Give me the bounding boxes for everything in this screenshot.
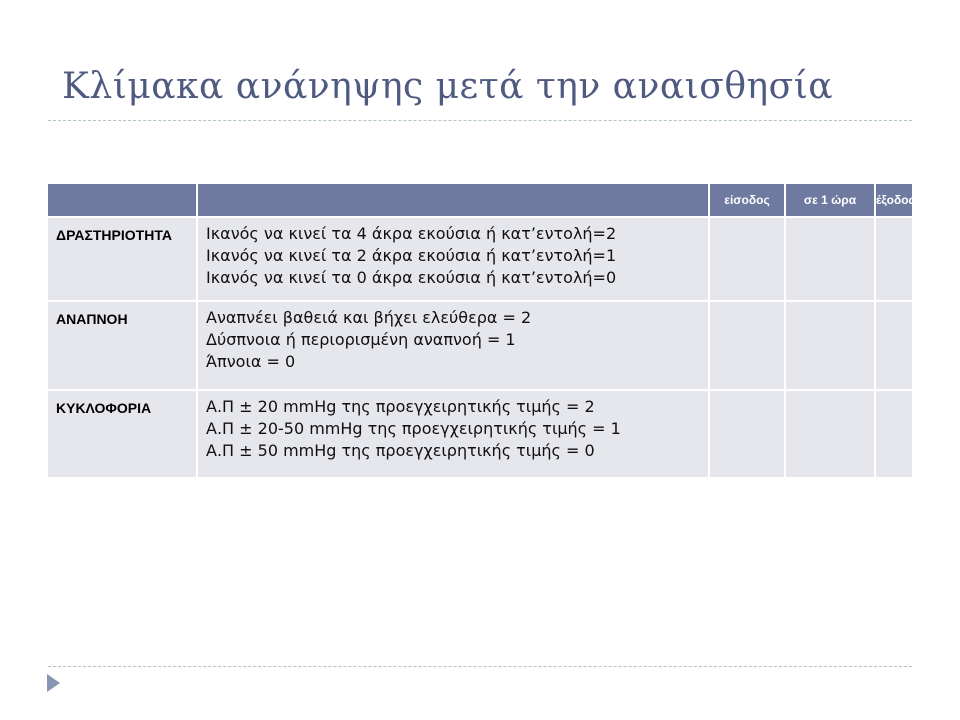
category-label: ΑΝΑΠΝΟΗ (56, 311, 128, 327)
entry-score-cell[interactable] (709, 390, 785, 477)
category-cell (48, 390, 197, 477)
criteria-cell (197, 217, 709, 301)
table-row (48, 301, 912, 390)
criteria-line: Ικανός να κινεί τα 4 άκρα εκούσια ή κατ’εντολή=2 (206, 224, 617, 243)
slide-title: Κλίμακα ανάνηψης μετά την αναισθησία (62, 66, 834, 107)
exit-score-cell[interactable] (875, 390, 912, 477)
criteria-cell (197, 390, 709, 477)
category-cell (48, 217, 197, 301)
criteria-cell (197, 301, 709, 390)
table-header-row (48, 184, 912, 217)
category-label: ΔΡΑΣΤΗΡΙΟΤΗΤΑ (56, 227, 172, 243)
criteria-line: Α.Π ± 20 mmHg της προεγχειρητικής τιμής = 2 (206, 397, 595, 416)
one-hour-score-cell[interactable] (785, 390, 875, 477)
exit-score-cell[interactable] (875, 217, 912, 301)
exit-score-cell[interactable] (875, 301, 912, 390)
criteria-line: Άπνοια = 0 (206, 352, 296, 371)
table-row (48, 390, 912, 477)
criteria-line: Α.Π ± 50 mmHg της προεγχειρητικής τιμής = 0 (206, 441, 595, 460)
table-row (48, 217, 912, 301)
header-category (48, 184, 197, 217)
recovery-score-table (48, 184, 915, 477)
title-divider (48, 120, 912, 121)
criteria-line: Α.Π ± 20-50 mmHg της προεγχειρητικής τιμής = 1 (206, 419, 621, 438)
one-hour-score-cell[interactable] (785, 217, 875, 301)
header-exit: έξοδος (875, 184, 912, 217)
criteria-line: Ικανός να κινεί τα 0 άκρα εκούσια ή κατ’εντολή=0 (206, 268, 617, 287)
category-label: ΚΥΚΛΟΦΟΡΙΑ (56, 400, 152, 416)
header-entry: είσοδος (709, 184, 785, 217)
one-hour-score-cell[interactable] (785, 301, 875, 390)
header-one-hour: σε 1 ώρα (785, 184, 875, 217)
criteria-line: Αναπνέει βαθειά και βήχει ελεύθερα = 2 (206, 308, 532, 327)
entry-score-cell[interactable] (709, 301, 785, 390)
criteria-line: Ικανός να κινεί τα 2 άκρα εκούσια ή κατ’εντολή=1 (206, 246, 617, 265)
entry-score-cell[interactable] (709, 217, 785, 301)
triangle-right-icon (47, 674, 60, 692)
category-cell (48, 301, 197, 390)
footer-divider (48, 666, 912, 667)
criteria-line: Δύσπνοια ή περιορισμένη αναπνοή = 1 (206, 330, 516, 349)
header-criteria (197, 184, 709, 217)
